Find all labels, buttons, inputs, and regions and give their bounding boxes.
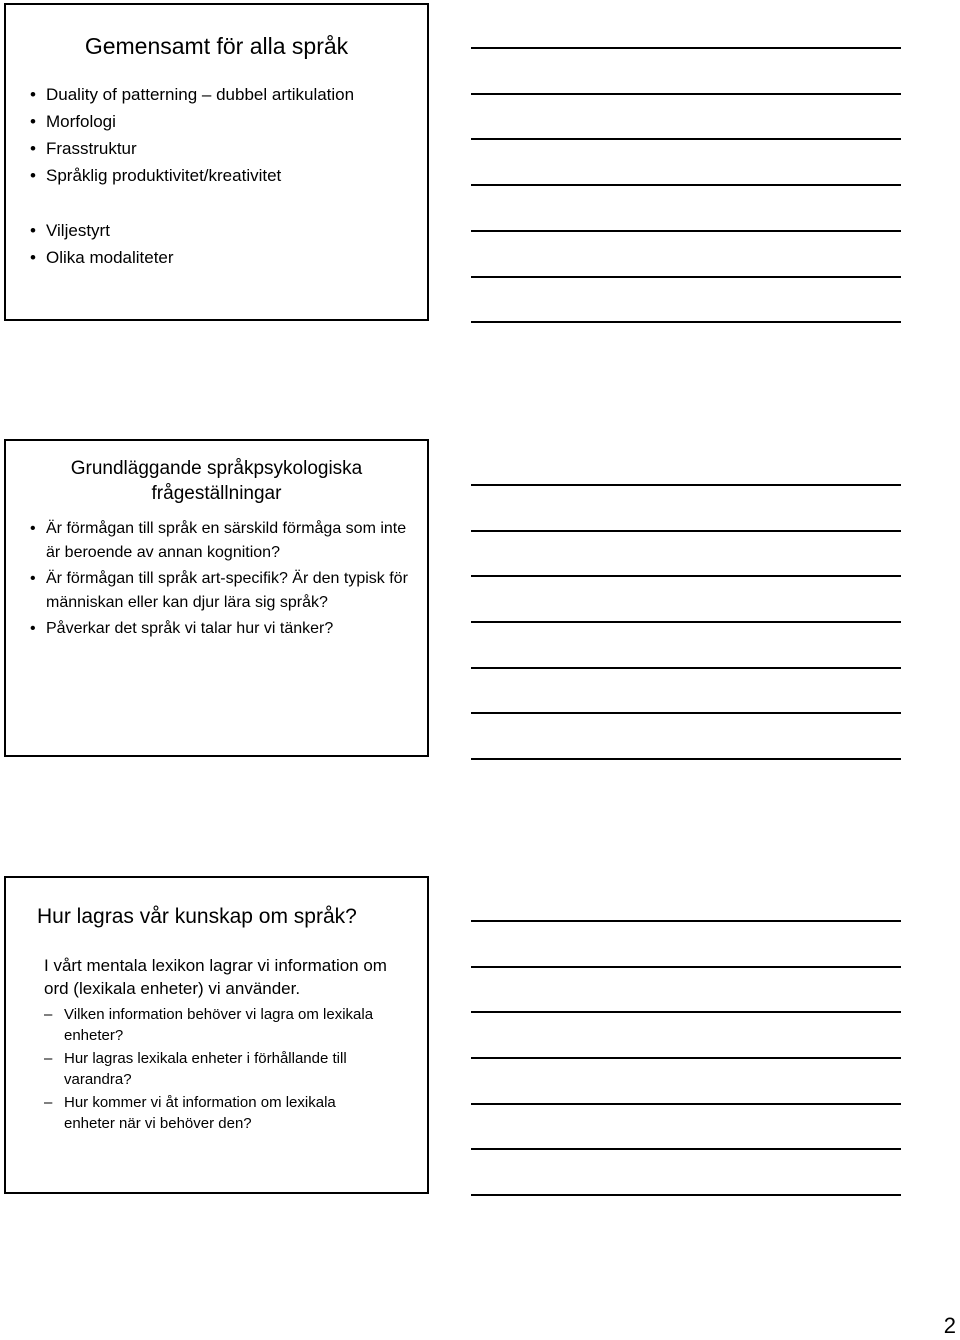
slide-1-bullet-list (30, 81, 354, 271)
note-line (471, 230, 901, 232)
slide-3-title: Hur lagras vår kunskap om språk? (37, 905, 357, 928)
note-line (471, 321, 901, 323)
bullet-item: • Är förmågan till språk en särskild förmåga som inte är beroende av annan kognition? (30, 517, 415, 565)
note-line (471, 484, 901, 486)
bullet-item: • Frasstruktur (30, 135, 354, 162)
note-line (471, 1148, 901, 1150)
bullet-item: • Morfologi (30, 108, 354, 135)
bullet-item: • Är förmågan till språk art-specifik? Är den typisk för människan eller kan djur lära sig språk? (30, 567, 415, 615)
note-line (471, 93, 901, 95)
note-line (471, 621, 901, 623)
note-line (471, 712, 901, 714)
slide-1 (4, 3, 429, 321)
note-line (471, 1103, 901, 1105)
slide-3-sub-list (44, 1004, 389, 1136)
note-line (471, 47, 901, 49)
note-line (471, 920, 901, 922)
slide-2-title (6, 456, 427, 506)
slide-3 (4, 876, 429, 1194)
note-line (471, 966, 901, 968)
slide-2-title-line-2: frågeställningar (151, 483, 282, 504)
slide-3-main-text: I vårt mentala lexikon lagrar vi information om ord (lexikala enheter) vi använder. (44, 956, 387, 998)
bullet-item: • Påverkar det språk vi talar hur vi tänker? (30, 617, 415, 641)
note-line (471, 138, 901, 140)
slide-2-bullet-list (30, 517, 415, 643)
note-line (471, 1194, 901, 1196)
slide-2 (4, 439, 429, 757)
note-line (471, 530, 901, 532)
bullet-item: • Olika modaliteter (30, 244, 354, 271)
note-line (471, 758, 901, 760)
note-line (471, 1057, 901, 1059)
slide-1-title: Gemensamt för alla språk (84, 33, 349, 59)
note-line (471, 575, 901, 577)
sub-item: – Hur lagras lexikala enheter i förhållande till varandra? (44, 1048, 389, 1090)
slide-2-title-line-1: Grundläggande språkpsykologiska (70, 458, 363, 479)
sub-item: – Hur kommer vi åt information om lexikala enheter när vi behöver den? (44, 1092, 389, 1134)
note-line (471, 667, 901, 669)
page-number: 2 (943, 1313, 956, 1338)
bullet-item: • Viljestyrt (30, 217, 354, 244)
bullet-item: • Språklig produktivitet/kreativitet (30, 162, 354, 189)
note-line (471, 276, 901, 278)
note-line (471, 184, 901, 186)
note-line (471, 1011, 901, 1013)
bullet-item: • Duality of patterning – dubbel artikulation (30, 81, 354, 108)
sub-item: – Vilken information behöver vi lagra om lexikala enheter? (44, 1004, 389, 1046)
